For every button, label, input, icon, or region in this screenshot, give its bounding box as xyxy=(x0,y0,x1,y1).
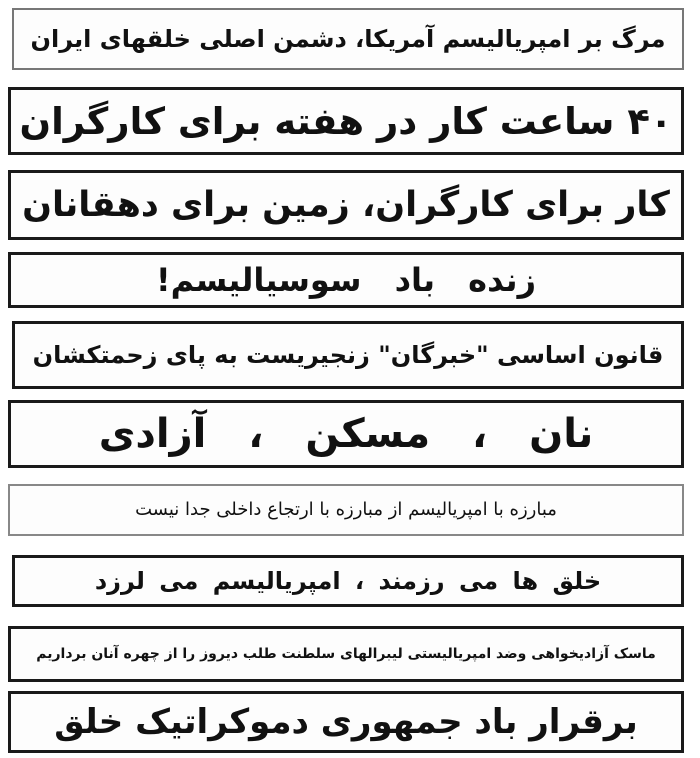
slogan-text: مبارزه با امپریالیسم از مبارزه با ارتجاع داخلی جدا نیست xyxy=(135,499,557,520)
slogan-banner-8 xyxy=(12,555,684,607)
slogan-text: خلق ها می رزمند ، امپریالیسم می لرزد xyxy=(94,567,602,595)
slogan-banner-3 xyxy=(8,170,684,240)
slogan-banner-4 xyxy=(8,252,684,308)
slogan-text: کار برای کارگران، زمین برای دهقانان xyxy=(22,184,670,225)
slogan-text: برقرار باد جمهوری دموکراتیک خلق xyxy=(54,702,638,742)
slogan-text: قانون اساسی "خبرگان" زنجیریست به پای زحمتکشان xyxy=(32,341,664,369)
slogan-text: ۴۰ ساعت کار در هفته برای کارگران xyxy=(19,99,673,143)
slogan-banner-1 xyxy=(12,8,684,70)
slogan-text: زنده باد سوسیالیسم! xyxy=(156,261,536,299)
slogan-banner-5 xyxy=(12,321,684,389)
slogan-banner-2 xyxy=(8,87,684,155)
slogan-banner-10 xyxy=(8,691,684,753)
slogan-text: نان ، مسکن ، آزادی xyxy=(98,411,594,457)
slogan-text: ماسک آزادیخواهی وضد امپریالیستی لیبرالهای سلطنت طلب دیروز را از چهره آنان برداریم xyxy=(36,646,656,662)
slogan-banner-7 xyxy=(8,484,684,536)
slogan-text: مرگ بر امپریالیسم آمریکا، دشمن اصلی خلقهای ایران xyxy=(30,25,666,53)
slogan-banner-6 xyxy=(8,400,684,468)
slogan-banner-9 xyxy=(8,626,684,682)
